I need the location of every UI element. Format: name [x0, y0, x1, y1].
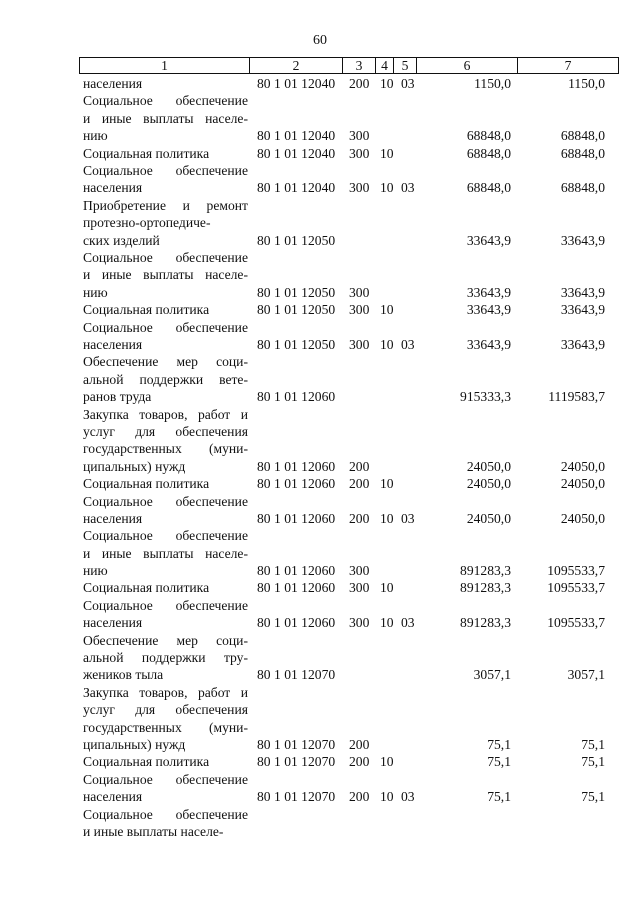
description-line: Социальная политика [83, 754, 210, 770]
table-row [0, 249, 640, 301]
description-line: Социальное обеспечение [83, 806, 248, 822]
description-line: альной поддержки тру- [83, 650, 248, 666]
row-section: 10 [380, 754, 394, 770]
table-row [0, 632, 640, 684]
row-description [83, 92, 248, 144]
row-code: 80 1 01 12040 [257, 180, 336, 196]
table-row [0, 162, 640, 197]
row-amount-col6: 68848,0 [466, 128, 511, 144]
row-amount-col6: 891283,3 [460, 615, 511, 631]
row-amount-col7: 75,1 [581, 737, 605, 753]
row-subsection: 03 [401, 180, 415, 196]
row-expense-type: 300 [349, 128, 370, 144]
row-description [83, 597, 248, 632]
description-line: Обеспечение мер соци- [83, 354, 248, 370]
row-amount-col6: 891283,3 [460, 580, 511, 596]
description-line: Социальное обеспечение [83, 162, 248, 178]
description-line: и иные выплаты населе- [83, 110, 248, 126]
row-description [83, 197, 248, 249]
row-section: 10 [380, 76, 394, 91]
row-code: 80 1 01 12040 [257, 128, 336, 144]
description-line: Социальная политика [83, 302, 210, 318]
row-expense-type: 300 [349, 284, 370, 300]
row-section: 10 [380, 476, 394, 492]
row-description [83, 684, 248, 754]
description-line: Закупка товаров, работ и [83, 406, 248, 422]
row-amount-col6: 915333,3 [460, 389, 511, 405]
row-expense-type: 300 [349, 336, 370, 352]
row-amount-col7: 33643,9 [560, 302, 605, 318]
column-header-1: 1 [80, 58, 250, 74]
row-amount-col7: 1095533,7 [547, 615, 605, 631]
row-expense-type: 200 [349, 510, 370, 526]
row-description [83, 319, 248, 354]
description-line: и иные выплаты населе- [83, 545, 248, 561]
row-code: 80 1 01 12060 [257, 389, 336, 405]
row-amount-col7: 33643,9 [560, 232, 605, 248]
row-description [83, 632, 248, 684]
row-subsection: 03 [401, 510, 415, 526]
table-row [0, 597, 640, 632]
row-amount-col7: 68848,0 [560, 145, 605, 161]
row-expense-type: 200 [349, 76, 370, 91]
row-code: 80 1 01 12050 [257, 302, 336, 318]
row-code: 80 1 01 12050 [257, 336, 336, 352]
row-amount-col7: 33643,9 [560, 284, 605, 300]
description-line: ранов труда [83, 389, 152, 405]
row-amount-col6: 75,1 [487, 754, 511, 770]
row-amount-col6: 75,1 [487, 789, 511, 805]
row-description [83, 806, 248, 841]
row-amount-col6: 24050,0 [466, 476, 511, 492]
row-code: 80 1 01 12050 [257, 232, 336, 248]
description-line: Обеспечение мер соци- [83, 632, 248, 648]
table-row [0, 145, 640, 162]
table-row [0, 319, 640, 354]
description-line: населения [83, 615, 143, 631]
description-line: Социальное обеспечение [83, 319, 248, 335]
row-expense-type: 300 [349, 615, 370, 631]
description-line: ципальных) нужд [83, 737, 186, 753]
description-line: Закупка товаров, работ и [83, 684, 248, 700]
row-code: 80 1 01 12060 [257, 458, 336, 474]
description-line: услуг для обеспечения [83, 702, 248, 718]
description-line: Социальное обеспечение [83, 249, 248, 265]
column-header-3: 3 [343, 58, 376, 74]
column-header-4: 4 [376, 58, 394, 74]
row-section: 10 [380, 580, 394, 596]
row-description [83, 475, 248, 492]
column-header-table [79, 57, 619, 74]
description-line: населения [83, 510, 143, 526]
page-number: 60 [313, 33, 327, 48]
row-description [83, 753, 248, 770]
row-section: 10 [380, 789, 394, 805]
row-amount-col7: 75,1 [581, 789, 605, 805]
table-row [0, 406, 640, 476]
description-line: Социальное обеспечение [83, 93, 248, 109]
row-section: 10 [380, 336, 394, 352]
table-row [0, 301, 640, 318]
row-amount-col6: 24050,0 [466, 458, 511, 474]
row-description [83, 353, 248, 405]
description-line: нию [83, 284, 108, 300]
row-expense-type: 300 [349, 580, 370, 596]
row-code: 80 1 01 12050 [257, 284, 336, 300]
table-row [0, 806, 640, 841]
row-amount-col7: 1095533,7 [547, 563, 605, 579]
row-amount-col6: 33643,9 [466, 302, 511, 318]
description-line: альной поддержки вете- [83, 371, 248, 387]
row-section: 10 [380, 145, 394, 161]
description-line: государственных (муни- [83, 719, 248, 735]
description-line: Социальное обеспечение [83, 493, 248, 509]
row-code: 80 1 01 12070 [257, 737, 336, 753]
row-expense-type: 300 [349, 145, 370, 161]
row-code: 80 1 01 12060 [257, 476, 336, 492]
table-row [0, 75, 640, 92]
row-amount-col7: 1095533,7 [547, 580, 605, 596]
row-amount-col7: 24050,0 [560, 458, 605, 474]
row-code: 80 1 01 12060 [257, 580, 336, 596]
row-description [83, 771, 248, 806]
description-line: государственных (муни- [83, 441, 248, 457]
row-subsection: 03 [401, 615, 415, 631]
row-description [83, 249, 248, 301]
description-line: ских изделий [83, 232, 160, 248]
description-line: нию [83, 128, 108, 144]
column-header-row [80, 58, 619, 74]
row-section: 10 [380, 180, 394, 196]
row-description [83, 75, 248, 92]
description-line: населения [83, 336, 143, 352]
row-description [83, 162, 248, 197]
description-line: Социальное обеспечение [83, 771, 248, 787]
row-amount-col6: 891283,3 [460, 563, 511, 579]
row-description [83, 527, 248, 579]
row-expense-type: 200 [349, 458, 370, 474]
row-expense-type: 300 [349, 563, 370, 579]
description-line: Социальная политика [83, 145, 210, 161]
description-line: и иные выплаты населе- [83, 267, 248, 283]
row-description [83, 145, 248, 162]
row-amount-col7: 24050,0 [560, 476, 605, 492]
row-amount-col6: 1150,0 [474, 76, 511, 91]
table-row [0, 684, 640, 754]
row-expense-type: 300 [349, 302, 370, 318]
description-line: Социальная политика [83, 580, 210, 596]
row-amount-col7: 75,1 [581, 754, 605, 770]
row-subsection: 03 [401, 789, 415, 805]
row-amount-col7: 1119583,7 [548, 389, 605, 405]
row-amount-col7: 3057,1 [567, 667, 605, 683]
table-row [0, 527, 640, 579]
description-line: нию [83, 563, 108, 579]
row-amount-col6: 68848,0 [466, 180, 511, 196]
row-amount-col7: 1150,0 [568, 76, 605, 91]
column-header-2: 2 [250, 58, 343, 74]
row-description [83, 579, 248, 596]
table-row [0, 475, 640, 492]
column-header-5: 5 [394, 58, 417, 74]
row-expense-type: 200 [349, 789, 370, 805]
table-row [0, 579, 640, 596]
row-amount-col7: 68848,0 [560, 128, 605, 144]
row-code: 80 1 01 12070 [257, 667, 336, 683]
row-amount-col6: 3057,1 [473, 667, 511, 683]
row-section: 10 [380, 615, 394, 631]
description-line: населения [83, 789, 143, 805]
row-amount-col6: 68848,0 [466, 145, 511, 161]
table-row [0, 771, 640, 806]
column-header-6: 6 [417, 58, 518, 74]
row-code: 80 1 01 12060 [257, 510, 336, 526]
row-expense-type: 200 [349, 754, 370, 770]
row-expense-type: 200 [349, 737, 370, 753]
budget-table-body [0, 75, 640, 840]
row-amount-col7: 24050,0 [560, 510, 605, 526]
row-code: 80 1 01 12070 [257, 789, 336, 805]
description-line: жеников тыла [83, 667, 164, 683]
row-description [83, 493, 248, 528]
table-row [0, 493, 640, 528]
row-amount-col6: 75,1 [487, 737, 511, 753]
row-expense-type: 200 [349, 476, 370, 492]
row-code: 80 1 01 12060 [257, 615, 336, 631]
description-line: Социальное обеспечение [83, 528, 248, 544]
row-code: 80 1 01 12060 [257, 563, 336, 579]
table-row [0, 353, 640, 405]
row-amount-col6: 33643,9 [466, 336, 511, 352]
row-section: 10 [380, 510, 394, 526]
row-code: 80 1 01 12040 [257, 145, 336, 161]
description-line: услуг для обеспечения [83, 423, 248, 439]
description-line: Социальная политика [83, 476, 210, 492]
row-description [83, 406, 248, 476]
table-row [0, 197, 640, 249]
description-line: населения [83, 180, 143, 196]
table-row [0, 92, 640, 144]
row-amount-col7: 33643,9 [560, 336, 605, 352]
description-line: Социальное обеспечение [83, 597, 248, 613]
column-header-7: 7 [518, 58, 619, 74]
description-line: и иные выплаты населе- [83, 824, 224, 840]
row-expense-type: 300 [349, 180, 370, 196]
row-amount-col6: 33643,9 [466, 232, 511, 248]
row-description [83, 301, 248, 318]
row-amount-col7: 68848,0 [560, 180, 605, 196]
row-amount-col6: 33643,9 [466, 284, 511, 300]
row-subsection: 03 [401, 336, 415, 352]
row-subsection: 03 [401, 76, 415, 91]
row-code: 80 1 01 12040 [257, 76, 336, 91]
table-row [0, 753, 640, 770]
row-amount-col6: 24050,0 [466, 510, 511, 526]
description-line: Приобретение и ремонт [83, 197, 248, 213]
description-line: протезно-ортопедиче- [83, 215, 211, 231]
description-line: населения [83, 76, 143, 91]
description-line: ципальных) нужд [83, 458, 186, 474]
row-code: 80 1 01 12070 [257, 754, 336, 770]
row-section: 10 [380, 302, 394, 318]
